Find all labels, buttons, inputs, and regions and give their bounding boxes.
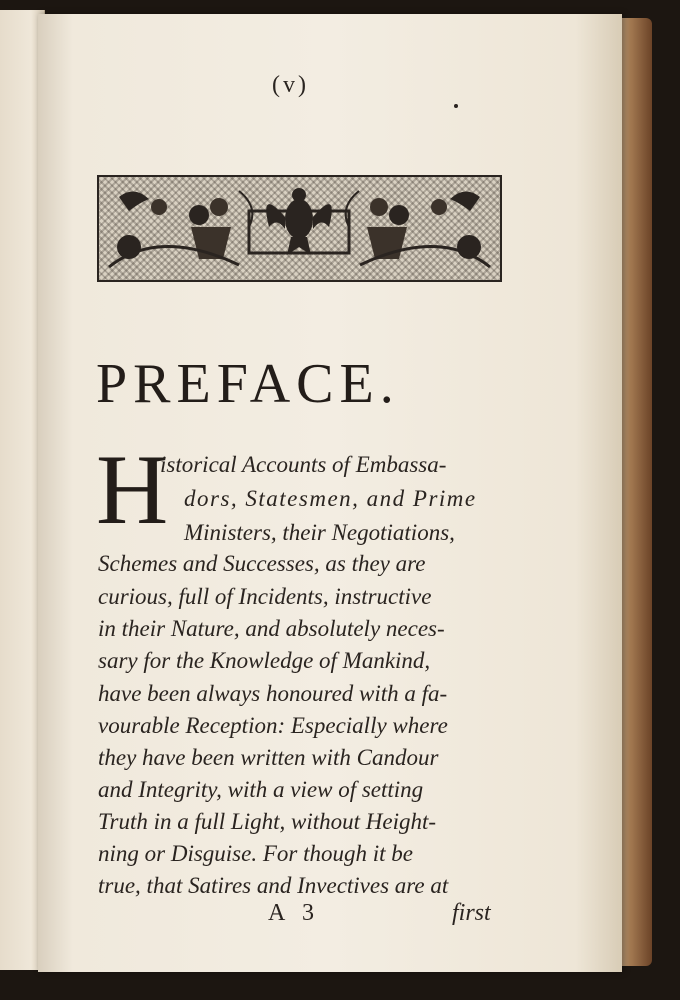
text-line: Schemes and Successes, as they are: [98, 551, 426, 576]
text-line: sary for the Knowledge of Mankind,: [98, 648, 431, 673]
page-title: PREFACE.: [96, 353, 400, 415]
eagle-ornament-icon: [99, 177, 500, 280]
ink-speck: [454, 104, 458, 108]
ornamental-headpiece: [97, 175, 502, 282]
text-line: vourable Reception: Especially where: [98, 713, 448, 738]
catchword: first: [452, 900, 491, 926]
text-line: dors, Statesmen, and Prime: [184, 486, 477, 511]
text-line: they have been written with Candour: [98, 745, 439, 770]
text-line: in their Nature, and absolutely neces-: [98, 616, 445, 641]
text-line: have been always honoured with a fa-: [98, 681, 448, 706]
text-line: Ministers, their Negotiations,: [184, 520, 455, 545]
text-line: and Integrity, with a view of setting: [98, 777, 424, 802]
text-line: Truth in a full Light, without Height-: [98, 809, 437, 834]
text-line: curious, full of Incidents, instructive: [98, 584, 432, 609]
text-line: true, that Satires and Invectives are at: [98, 873, 449, 898]
text-line: ning or Disguise. For though it be: [98, 841, 413, 866]
drop-capital: H: [96, 434, 169, 545]
signature-mark: A 3: [268, 900, 321, 926]
page-number: (v): [272, 72, 309, 98]
text-line: istorical Accounts of Embassa-: [160, 452, 447, 477]
